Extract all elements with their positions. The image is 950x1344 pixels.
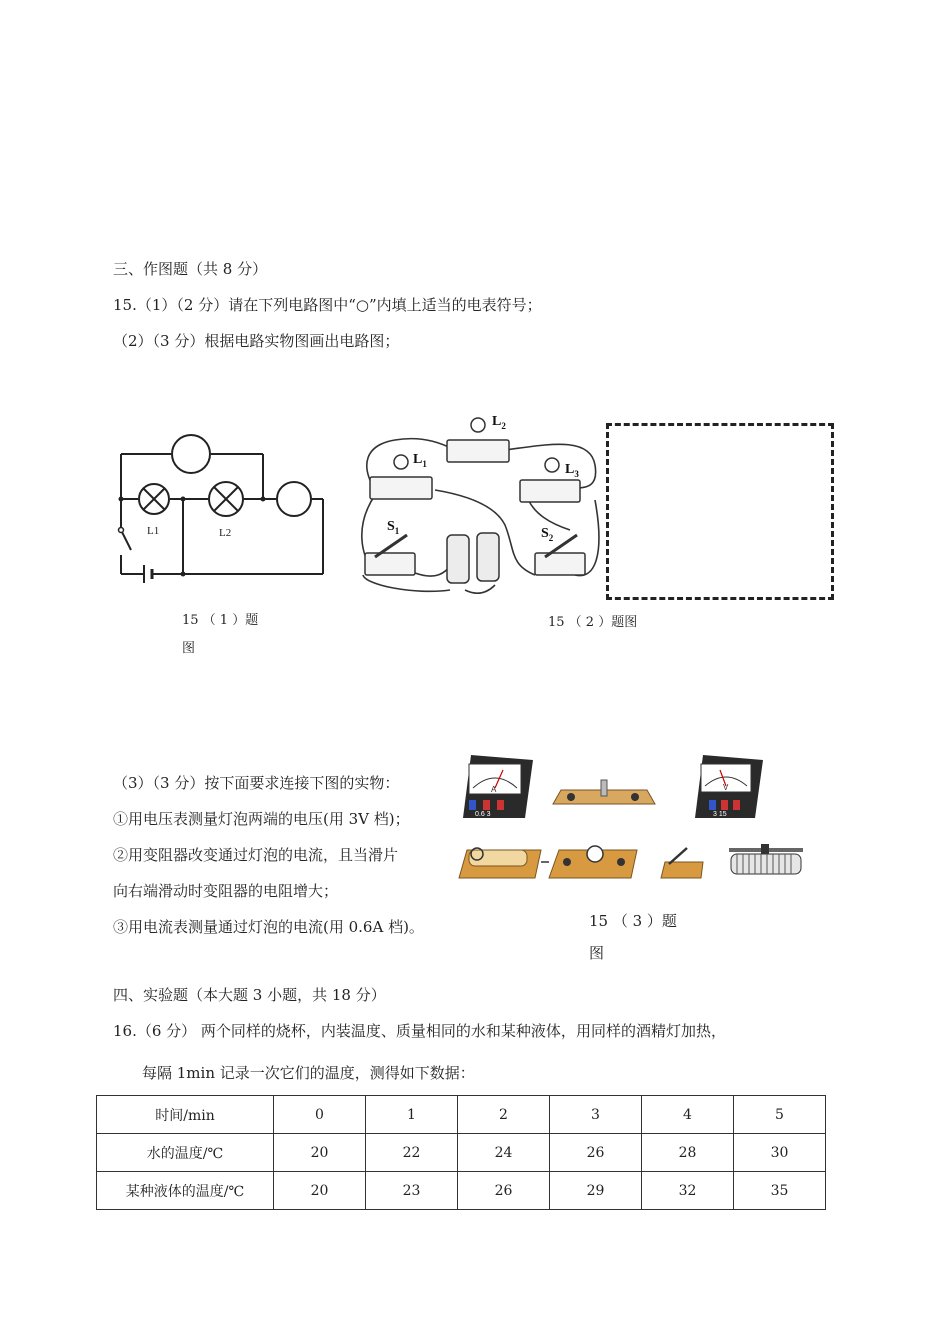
q15-part1: 15.（1）（2 分）请在下列电路图中“○”内填上适当的电表符号； [113, 296, 542, 314]
answer-box-dashed[interactable] [606, 423, 834, 600]
q15-part3-req1: ①用电压表测量灯泡两端的电压(用 3V 档)； [113, 810, 410, 828]
svg-text:3 15: 3 15 [713, 811, 727, 818]
table-row [97, 1096, 826, 1134]
q16-stem-2: 每隔 1min 记录一次它们的温度，测得如下数据： [142, 1064, 475, 1082]
table-cell: 30 [734, 1134, 826, 1172]
battery-holder [459, 848, 541, 878]
table-cell: 29 [550, 1172, 642, 1210]
table-cell: 20 [274, 1172, 366, 1210]
label-l3: $L_3$ [565, 462, 579, 479]
label-l2: $L_2$ [492, 414, 506, 431]
knife-switch [661, 848, 703, 878]
fig3-caption-2: 图 [589, 944, 605, 962]
table-cell: 3 [550, 1096, 642, 1134]
table-cell: 28 [642, 1134, 734, 1172]
table-cell: 5 [734, 1096, 826, 1134]
table-cell: 26 [458, 1172, 550, 1210]
fig1-caption-2: 图 [182, 641, 196, 656]
section3-heading: 三、作图题（共 8 分） [113, 260, 268, 278]
voltmeter [695, 755, 763, 818]
table-cell: 1 [366, 1096, 458, 1134]
lamp-l1-label: L1 [147, 525, 160, 537]
table-row [97, 1134, 826, 1172]
label-l1: $L_1$ [413, 452, 427, 469]
rheostat [729, 844, 803, 874]
q15-part3-intro: （3）（3 分）按下面要求连接下图的实物： [113, 774, 400, 792]
table-cell: 某种液体的温度/℃ [97, 1172, 274, 1210]
table-cell: 32 [642, 1172, 734, 1210]
q15-part2: （2）（3 分）根据电路实物图画出电路图； [113, 332, 400, 350]
table-row [97, 1172, 826, 1210]
fig1-caption: 15 （ 1 ）题 [182, 613, 259, 628]
table-cell: 24 [458, 1134, 550, 1172]
physical-circuit-15-2 [355, 405, 605, 595]
fig3-caption: 15 （ 3 ）题 [589, 912, 677, 930]
lamp-l2-label: L2 [219, 527, 232, 539]
lamp-holder [549, 846, 637, 878]
label-s1: $S_1$ [387, 519, 400, 536]
q15-part3-req2b: 向右端滑动时变阻器的电阻增大； [113, 882, 339, 900]
table-cell: 4 [642, 1096, 734, 1134]
q15-part3-req2a: ②用变阻器改变通过灯泡的电流，且当滑片 [113, 846, 399, 864]
physical-components-15-3 [455, 750, 815, 890]
lamp-on-board [553, 780, 655, 804]
label-s2: $S_2$ [541, 526, 554, 543]
q15-part3-req3: ③用电流表测量通过灯泡的电流(用 0.6A 档)。 [113, 918, 424, 936]
svg-text:A: A [491, 785, 497, 794]
temperature-table [96, 1095, 826, 1210]
svg-text:0.6 3: 0.6 3 [475, 811, 491, 818]
table-cell: 0 [274, 1096, 366, 1134]
svg-text:V: V [723, 783, 729, 792]
table-cell: 26 [550, 1134, 642, 1172]
table-cell: 时间/min [97, 1096, 274, 1134]
circuit-diagram-15-1 [113, 432, 333, 592]
q16-stem-1: 16.（6 分） 两个同样的烧杯，内装温度、质量相同的水和某种液体，用同样的酒精灯加热， [113, 1022, 726, 1040]
table-cell: 22 [366, 1134, 458, 1172]
table-cell: 2 [458, 1096, 550, 1134]
table-cell: 水的温度/℃ [97, 1134, 274, 1172]
ammeter [463, 755, 533, 818]
table-cell: 35 [734, 1172, 826, 1210]
section4-heading: 四、实验题（本大题 3 小题，共 18 分） [113, 986, 386, 1004]
table-cell: 20 [274, 1134, 366, 1172]
table-cell: 23 [366, 1172, 458, 1210]
fig2-caption: 15 （ 2 ）题图 [548, 615, 638, 630]
